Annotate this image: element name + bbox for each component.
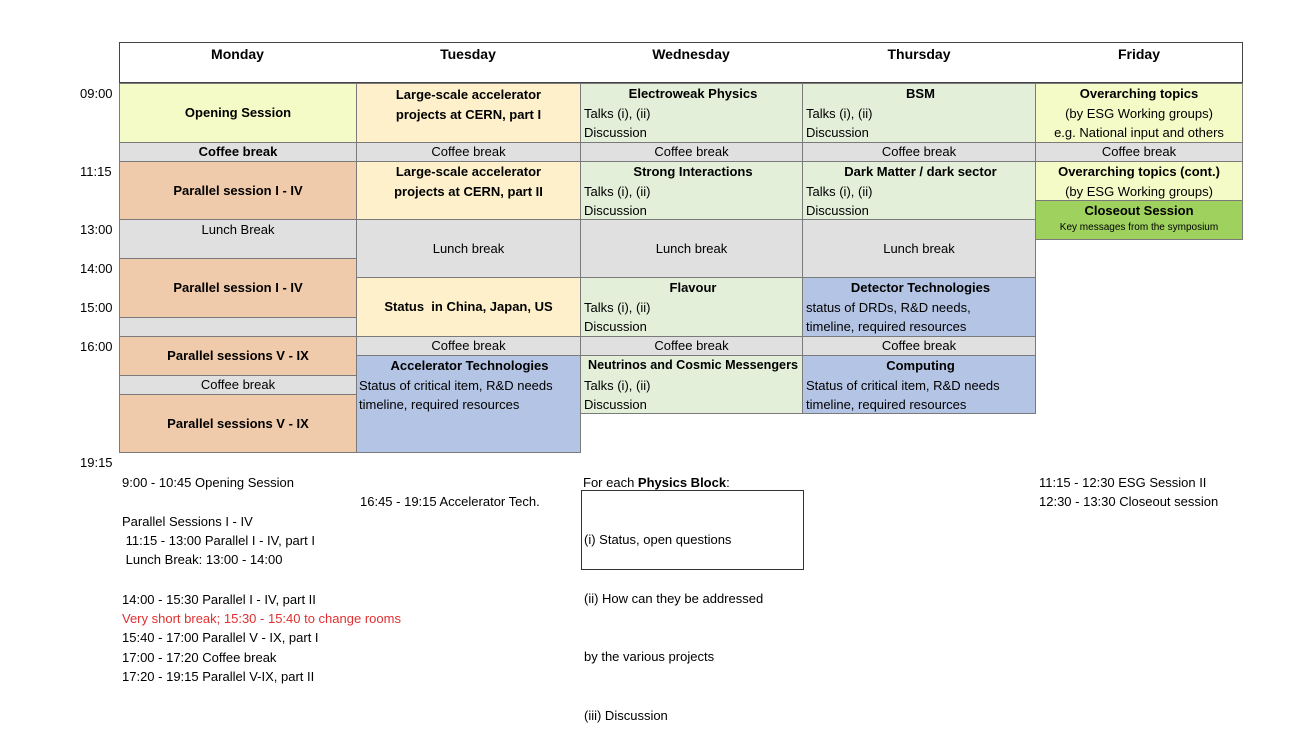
thursday-coffee-break-1[interactable]: Coffee break [802, 142, 1036, 162]
tuesday-coffee-break-2[interactable]: Coffee break [356, 336, 581, 356]
note-monday-2: Parallel Sessions I - IV [122, 514, 253, 529]
wednesday-neutrinos-cosmic[interactable]: Neutrinos and Cosmic Messengers Talks (i), (ii) Discussion [580, 355, 803, 414]
monday-opening-label: Opening Session [184, 105, 292, 121]
monday-parallel-session-4[interactable]: Parallel sessions V - IX [119, 394, 357, 453]
monday-parallel-session-2[interactable]: Parallel session I - IV [119, 258, 357, 318]
note-friday-1: 11:15 - 12:30 ESG Session II [1039, 475, 1207, 490]
thursday-detector-technologies[interactable]: Detector Technologies status of DRDs, R&D needs, timeline, required resources [802, 277, 1036, 337]
note-monday-8: 17:00 - 17:20 Coffee break [122, 650, 277, 665]
friday-coffee-break-1[interactable]: Coffee break [1035, 142, 1243, 162]
thursday-dark-matter[interactable]: Dark Matter / dark sector Talks (i), (ii) Discussion [802, 161, 1036, 220]
time-1500: 15:00 [80, 300, 113, 315]
day-monday: Monday [211, 46, 264, 62]
monday-short-break [119, 317, 357, 337]
time-0900: 09:00 [80, 86, 113, 101]
note-tuesday: 16:45 - 19:15 Accelerator Tech. [360, 494, 540, 509]
friday-closeout-session[interactable]: Closeout Session Key messages from the symposium [1035, 200, 1243, 240]
note-monday-1: 9:00 - 10:45 Opening Session [122, 475, 295, 490]
note-friday-2: 12:30 - 13:30 Closeout session [1039, 494, 1219, 509]
friday-overarching-topics[interactable]: Overarching topics (by ESG Working groups) e.g. National input and others [1035, 83, 1243, 143]
thursday-lunch-break[interactable]: Lunch break [802, 219, 1036, 278]
monday-coffee-break-1[interactable]: Coffee break [119, 142, 357, 162]
note-monday-6-warning: Very short break; 15:30 - 15:40 to change rooms [122, 611, 401, 626]
time-1400: 14:00 [80, 261, 113, 276]
monday-parallel-session-1[interactable]: Parallel session I - IV [119, 161, 357, 220]
wednesday-coffee-break-1[interactable]: Coffee break [580, 142, 803, 162]
note-monday-4: Lunch Break: 13:00 - 14:00 [122, 552, 283, 567]
day-wednesday: Wednesday [652, 46, 730, 62]
time-1300: 13:00 [80, 222, 113, 237]
note-physics-block-heading: For each Physics Block: [583, 475, 730, 490]
time-1915: 19:15 [80, 455, 113, 470]
tuesday-status-session[interactable]: Status in China, Japan, US [356, 277, 581, 337]
tuesday-lunch-break[interactable]: Lunch break [356, 219, 581, 278]
time-1115: 11:15 [80, 164, 112, 179]
note-monday-7: 15:40 - 17:00 Parallel V - IX, part I [122, 630, 319, 645]
day-thursday: Thursday [887, 46, 951, 62]
thursday-bsm[interactable]: BSM Talks (i), (ii) Discussion [802, 83, 1036, 143]
note-monday-9: 17:20 - 19:15 Parallel V-IX, part II [122, 669, 315, 684]
day-friday: Friday [1117, 46, 1160, 62]
thursday-coffee-break-2[interactable]: Coffee break [802, 336, 1036, 356]
note-monday-5: 14:00 - 15:30 Parallel I - IV, part II [122, 592, 316, 607]
thursday-computing[interactable]: Computing Status of critical item, R&D needs timeline, required resources [802, 355, 1036, 414]
tuesday-coffee-break-1[interactable]: Coffee break [356, 142, 581, 162]
physics-block-box: (i) Status, open questions (ii) How can they be addressed by the various projects (iii) Discussion [581, 490, 804, 570]
tuesday-accelerator-technologies[interactable]: Accelerator Technologies Status of critical item, R&D needs timeline, required resources [356, 355, 581, 453]
wednesday-strong-interactions[interactable]: Strong Interactions Talks (i), (ii) Discussion [580, 161, 803, 220]
wednesday-electroweak-physics[interactable]: Electroweak Physics Talks (i), (ii) Discussion [580, 83, 803, 143]
monday-lunch-break[interactable]: Lunch Break [119, 219, 357, 259]
monday-coffee-break-2[interactable]: Coffee break [119, 375, 357, 395]
wednesday-coffee-break-2[interactable]: Coffee break [580, 336, 803, 356]
monday-opening-session[interactable] [119, 83, 357, 143]
wednesday-flavour[interactable]: Flavour Talks (i), (ii) Discussion [580, 277, 803, 337]
tuesday-cern-projects-1[interactable]: Large-scale accelerator projects at CERN, part I [356, 83, 581, 143]
monday-parallel-session-3[interactable]: Parallel sessions V - IX [119, 336, 357, 376]
wednesday-lunch-break[interactable]: Lunch break [580, 219, 803, 278]
note-monday-3: 11:15 - 13:00 Parallel I - IV, part I [122, 533, 315, 548]
tuesday-cern-projects-2[interactable]: Large-scale accelerator projects at CERN, part II [356, 161, 581, 220]
day-tuesday: Tuesday [440, 46, 496, 62]
time-1600: 16:00 [80, 339, 113, 354]
friday-overarching-topics-cont[interactable]: Overarching topics (cont.) (by ESG Working groups) [1035, 161, 1243, 201]
accelerator-technologies-title: Accelerator Technologies [390, 358, 549, 373]
